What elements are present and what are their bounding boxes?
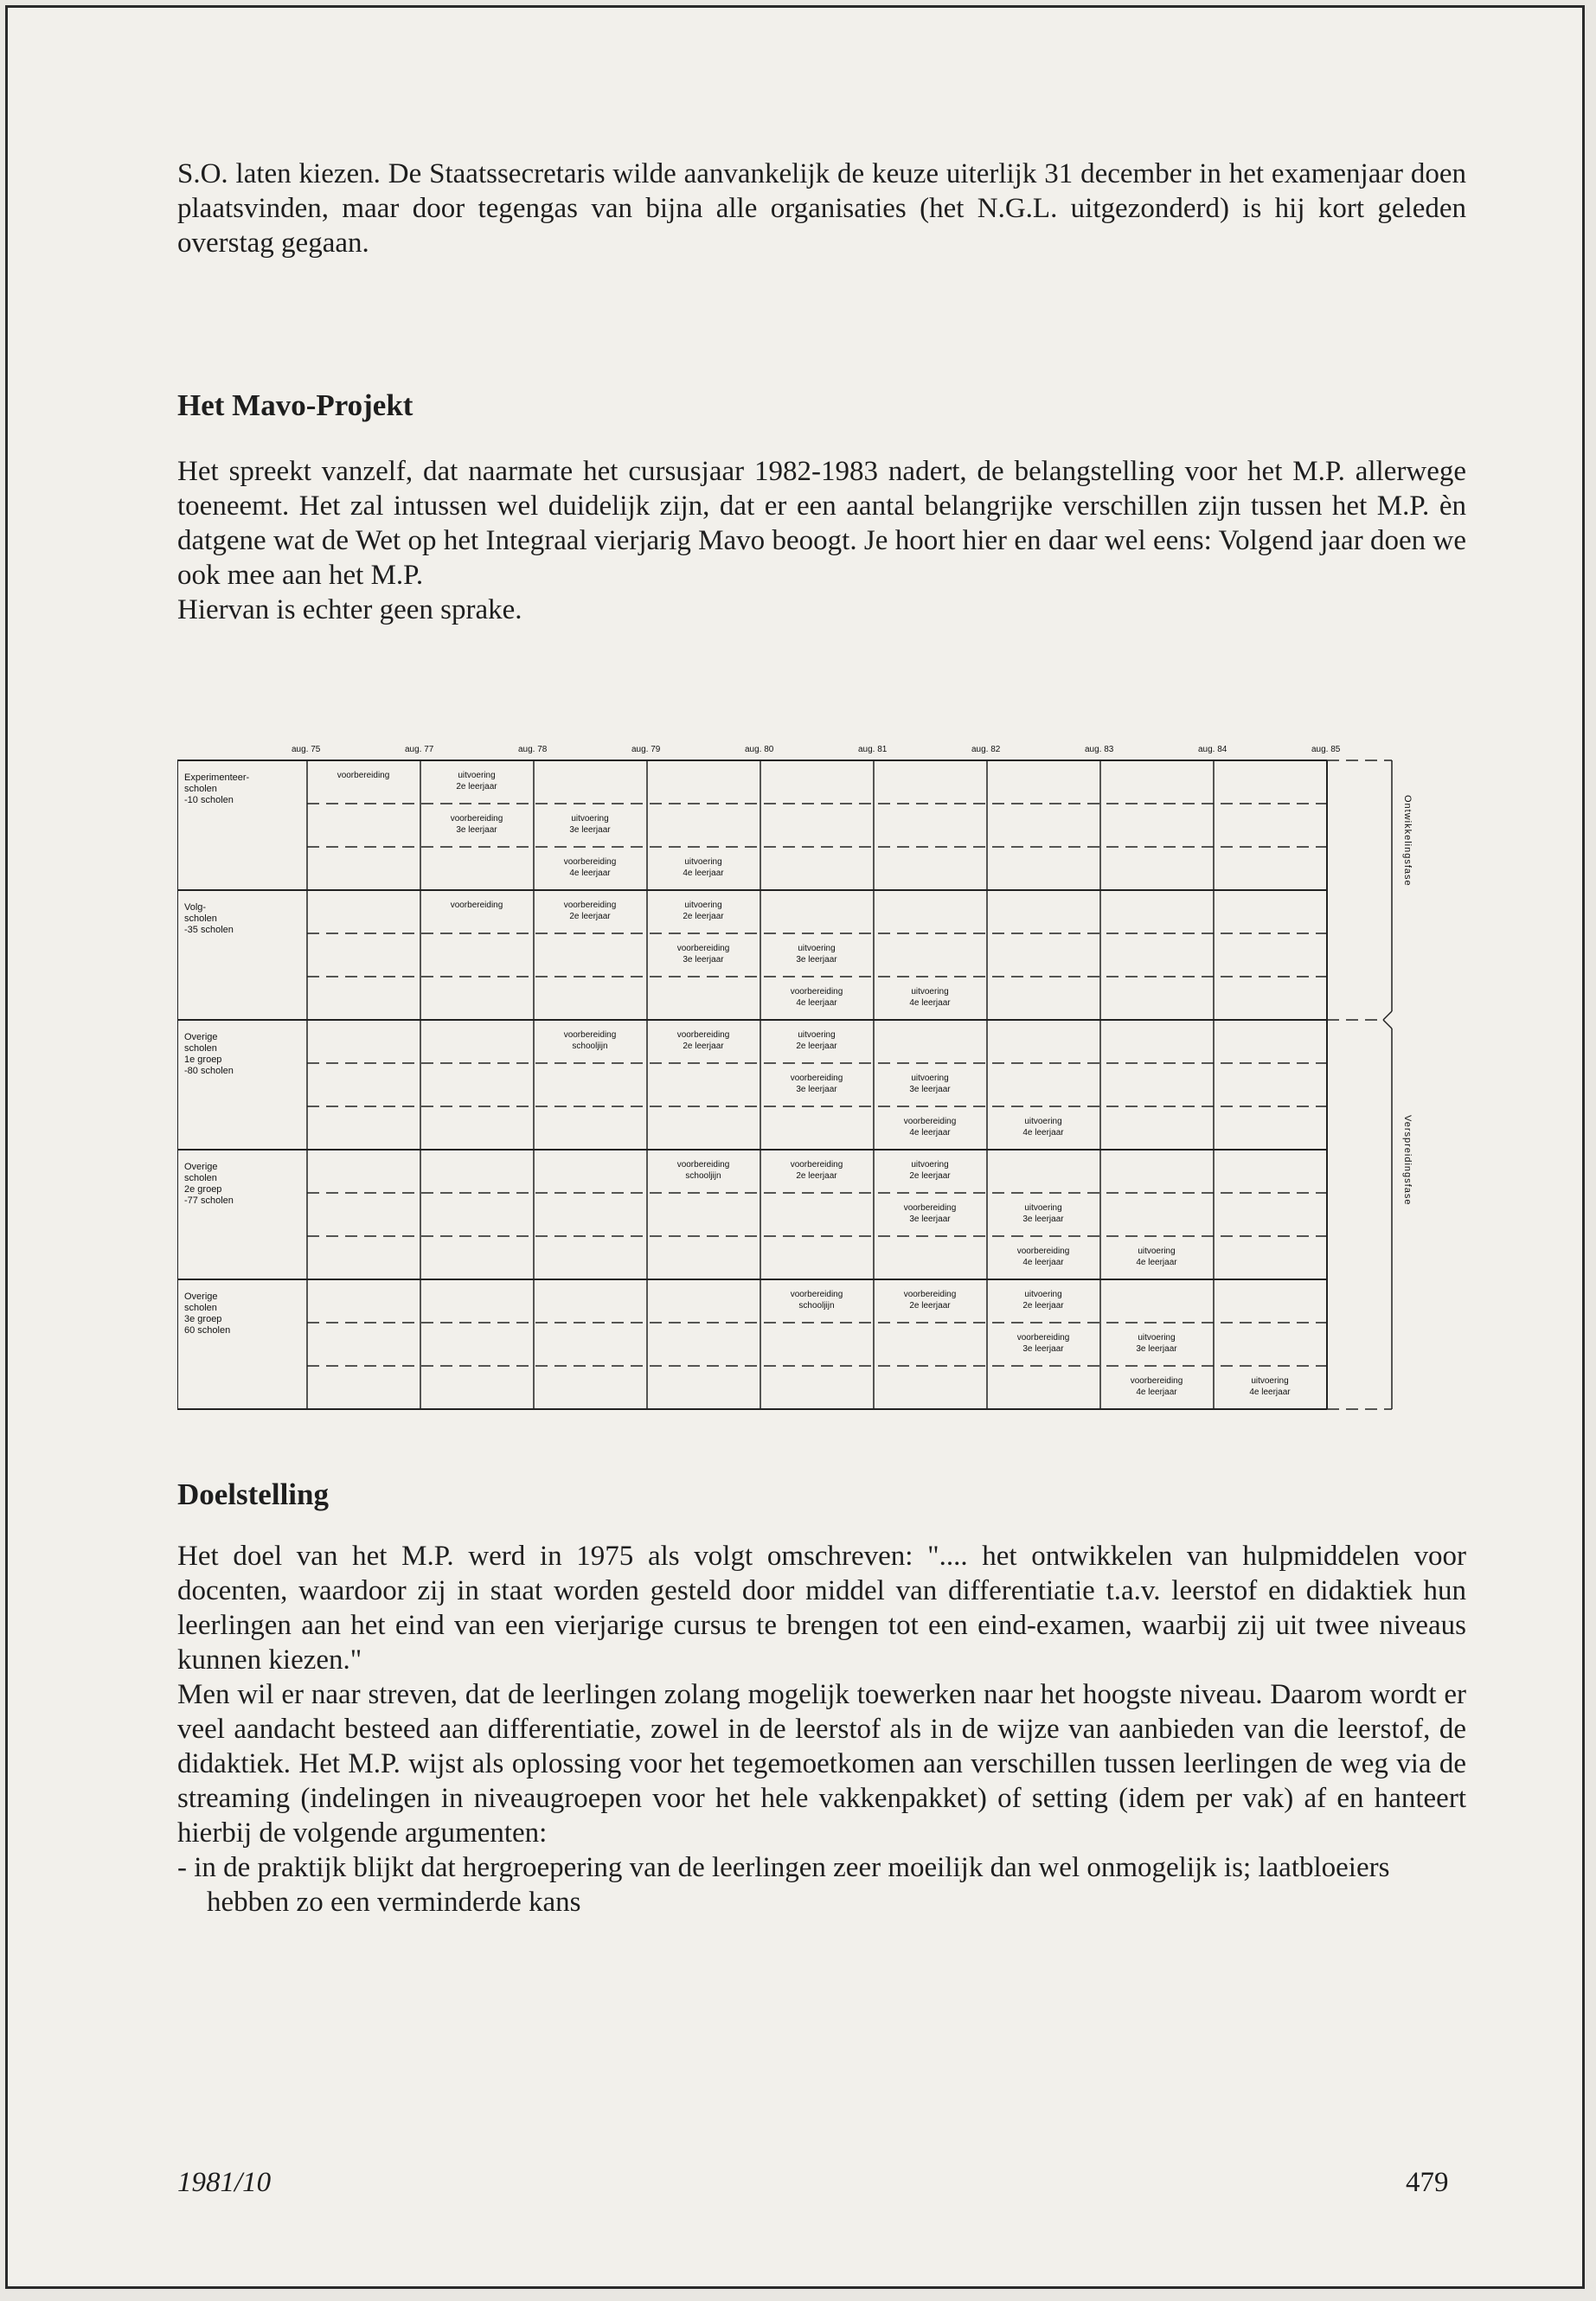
phase-bracket-line [1383,1020,1392,1029]
schedule-cell: uitvoering 3e leerjaar [1022,1203,1064,1224]
schedule-cell: voorbereiding 2e leerjaar [790,1160,843,1181]
schedule-cell: voorbereiding 2e leerjaar [676,1030,730,1051]
schedule-diagram [177,734,1440,1426]
schedule-cell: voorbereiding 4e leerjaar [1130,1376,1183,1397]
paragraph-doel-2: Men wil er naar streven, dat de leerlingen zolang mogelijk toewerken naar het hoogste niveau. Daarom wordt er veel aandacht besteed aan differentiatie, zowel in de leerstof als in de wijze van aanbieden van die leerstof, de didaktiek. Het M.P. wijst als oplossing voor het tegemoetkomen aan verschillen tussen leerlingen de weg via de streaming (indelingen in niveaugroepen voor het hele vakkenpakket) of setting (idem per vak) af en hanteert hierbij de volgende argumenten: [177,1679,1466,1849]
paragraph-intro: S.O. laten kiezen. De Staatssecretaris wilde aanvankelijk de keuze uiterlijk 31 december in het examenjaar doen plaatsvinden, maar door tegengas van bijna alle organisaties (het N.G.L. uitgezonderd) is hij kort geleden overstag gegaan. [177,158,1466,259]
heading-mavo-projekt: Het Mavo-Projekt [177,388,413,422]
schedule-cell: voorbereiding 4e leerjaar [903,1117,957,1138]
schedule-cell: voorbereiding 2e leerjaar [563,901,617,921]
column-label: aug. 80 [745,745,774,754]
schedule-cell: voorbereiding 3e leerjaar [903,1203,957,1224]
column-label: aug. 83 [1085,745,1114,754]
column-label: aug. 82 [971,745,1001,754]
heading-doelstelling: Doelstelling [177,1477,329,1511]
column-label: aug. 81 [858,745,888,754]
doel-text-block [177,1539,1466,1920]
schedule-cell: voorbereiding 3e leerjaar [676,944,730,965]
phase-label-ontwikkeling: Ontwikkelingsfase [1402,795,1413,887]
schedule-cell: uitvoering 4e leerjaar [683,857,724,878]
schedule-cell: voorbereiding 3e leerjaar [790,1074,843,1094]
column-label: aug. 79 [631,745,661,754]
intro-block [177,157,1466,260]
doel-heading-block [177,1476,1466,1514]
paragraph-mavo: Het spreekt vanzelf, dat naarmate het cursusjaar 1982-1983 nadert, de belangstelling voor het M.P. allerwege toeneemt. Het zal intussen wel duidelijk zijn, dat er een aantal belangrijke verschillen zijn tussen het M.P. èn datgene wat de Wet op het Integraal vierjarig Mavo beoogt. Je hoort hier en daar wel eens: Volgend jaar doen we ook mee aan het M.P. [177,456,1466,591]
schedule-cell: uitvoering 2e leerjaar [1022,1290,1064,1311]
mavo-heading-block [177,387,1466,425]
schedule-cell: uitvoering 3e leerjaar [1136,1333,1177,1354]
schedule-cell: voorbereiding 3e leerjaar [450,814,503,835]
schedule-cell: uitvoering 4e leerjaar [1136,1247,1177,1267]
issue-number: 1981/10 [177,2167,272,2198]
group-label: Overige scholen 3e groep 60 scholen [184,1292,231,1336]
schedule-cell: voorbereiding [450,901,503,910]
list-item: - in de praktijk blijkt dat hergroepering van de leerlingen zeer moeilijk dan wel onmogelijk is; laatbloeiers hebben zo een verminderde kans [177,1852,1390,1918]
schedule-cell: voorbereiding schooljijn [790,1290,843,1311]
column-label: aug. 84 [1198,745,1227,754]
schedule-cell: uitvoering 2e leerjaar [683,901,724,921]
schedule-cell: uitvoering 3e leerjaar [909,1074,951,1094]
schedule-cell: voorbereiding schooljijn [676,1160,730,1181]
page [5,5,1585,2289]
schedule-cell: uitvoering 3e leerjaar [796,944,837,965]
paragraph-mavo-2: Hiervan is echter geen sprake. [177,594,522,625]
schedule-cell: voorbereiding 4e leerjaar [563,857,617,878]
mavo-text-block [177,454,1466,627]
group-label: Overige scholen 1e groep -80 scholen [184,1032,234,1076]
schedule-cell: uitvoering 4e leerjaar [1249,1376,1291,1397]
page-number: 479 [1406,2167,1449,2198]
schedule-cell: voorbereiding [337,771,390,780]
paragraph-doel-1: Het doel van het M.P. werd in 1975 als volgt omschreven: ".... het ontwikkelen van hulpmiddelen voor docenten, waardoor zij in staat worden gesteld door middel van differentiatie t.a.v. leerstof en didaktiek hun leerlingen aan het eind van een vierjarige cursus te brengen tot een eind-examen, waarbij zij uit twee niveaus kunnen kiezen." [177,1541,1466,1676]
phase-label-verspreiding: Verspreidingsfase [1402,1115,1413,1206]
schedule-cell: uitvoering 2e leerjaar [909,1160,951,1181]
group-label: Volg- scholen -35 scholen [184,902,234,935]
column-label: aug. 77 [405,745,434,754]
schedule-cell: uitvoering 2e leerjaar [456,771,497,792]
column-label: aug. 75 [292,745,321,754]
schedule-cell: voorbereiding 4e leerjaar [1016,1247,1070,1267]
schedule-cell: uitvoering 2e leerjaar [796,1030,837,1051]
argument-list [177,1850,1466,1920]
group-label: Overige scholen 2e groep -77 scholen [184,1162,234,1206]
schedule-cell: voorbereiding 4e leerjaar [790,987,843,1008]
schedule-cell: uitvoering 4e leerjaar [909,987,951,1008]
phase-bracket-line [1383,1011,1392,1020]
schedule-cell: voorbereiding schooljijn [563,1030,617,1051]
schedule-cell: voorbereiding 2e leerjaar [903,1290,957,1311]
schedule-cell: uitvoering 3e leerjaar [569,814,611,835]
schedule-cell: uitvoering 4e leerjaar [1022,1117,1064,1138]
schedule-cell: voorbereiding 3e leerjaar [1016,1333,1070,1354]
column-label: aug. 78 [518,745,548,754]
group-label: Experimenteer- scholen -10 scholen [184,772,250,805]
column-label: aug. 85 [1311,745,1341,754]
